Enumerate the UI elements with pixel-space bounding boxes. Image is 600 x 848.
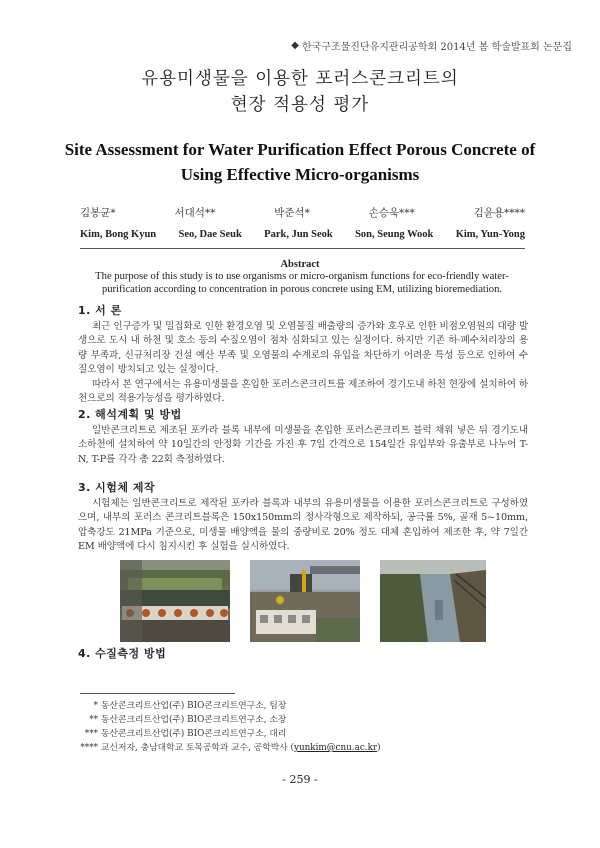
section-1-body (78, 320, 528, 406)
footnote-3-text: 동산콘크리트산업(주) BIO콘크리트연구소, 대리 (101, 729, 287, 739)
section-1-paragraph-2: 따라서 본 연구에서는 유용미생물을 혼입한 포러스콘크리트를 제조하여 경기도내 하천 현장에 설치하여 하천으로의 적용가능성을 평가하였다. (78, 378, 528, 405)
site-photo-2 (250, 560, 360, 642)
english-title-line-2: Using Effective Micro-organisms (180, 165, 420, 184)
author-5-en: Kim, Yun-Yong (455, 229, 525, 240)
site-photo-1 (120, 560, 230, 642)
section-2-paragraph-1: 일반콘크리트로 제조된 포카라 블록 내부에 미생물을 혼입한 포러스콘크리트 블럭 채워 넣은 뒤 경기도내 소하천에 설치하여 약 10일간의 안정화 기간을 가진 후 7일 간격으로 154일간 유입부와 유출부로 나누어 T-N, T-P를 각각 총 22회 측정하였다. (78, 425, 528, 465)
author-block (80, 205, 525, 240)
author-korean-names (80, 205, 525, 220)
footnote-4-mark: **** (80, 743, 98, 753)
author-3-ko: 박준석* (274, 207, 310, 219)
author-2-en: Seo, Dae Seuk (178, 229, 242, 240)
footnote-divider (80, 693, 235, 694)
section-1-paragraph-1: 최근 인구증가 및 밀집화로 인한 환경오염 및 오염물질 배출량의 증가와 호우로 인한 비점오염원의 대량 발생으로 도시 내 하천 및 호소 등의 수질오염이 점차 심화되고 있는 실정이다. 하지만 기존 하·폐수처리장의 용량 부족과, 신규처리장 건설 예산 부족 및 오염물의 수계로의 유입을 차단하기 어려운 특성 등으로 인하여 수질오염이 방치되고 있는 실정이다. (78, 321, 528, 376)
journal-header (291, 38, 572, 53)
footnote-1 (74, 699, 381, 713)
diamond-icon: ◆ (291, 40, 299, 51)
korean-title-line-1: 유용미생물을 이용한 포러스콘크리트의 (141, 69, 459, 89)
section-3-body (78, 497, 528, 555)
english-title-line-1: Site Assessment for Water Purification Effect Porous Concrete of (64, 140, 536, 159)
footnote-1-mark: * (93, 701, 98, 711)
journal-header-text: 한국구조물진단유지관리공학회 2014년 봄 학술발표회 논문집 (301, 42, 572, 53)
footnote-3-mark: *** (84, 729, 98, 739)
footnotes (74, 699, 381, 755)
footnote-4 (74, 741, 381, 755)
footnote-2-text: 동산콘크리트산업(주) BIO콘크리트연구소, 소장 (101, 715, 287, 725)
page-number: - 259 - (282, 773, 318, 786)
author-1-ko: 김봉균* (80, 207, 116, 219)
corresponding-email-link[interactable]: yunkim@cnu.ac.kr (293, 743, 378, 753)
author-4-ko: 손승욱*** (368, 207, 415, 219)
divider (80, 248, 525, 249)
author-4-en: Son, Seung Wook (355, 229, 434, 240)
author-english-names (80, 229, 525, 240)
footnote-1-text: 동산콘크리트산업(주) BIO콘크리트연구소, 팀장 (101, 701, 287, 711)
section-2-heading: 2. 해석계획 및 방법 (78, 408, 182, 421)
author-3-en: Park, Jun Seok (264, 229, 333, 240)
author-5-ko: 김윤용**** (473, 207, 525, 219)
korean-title-line-2: 현장 적용성 평가 (230, 95, 370, 115)
abstract-body: The purpose of this study is to use organisms or micro-organism functions for eco-friendly water-purification according to concentration in porous concrete using EM, utilizing bioremediation. (95, 271, 509, 295)
author-1-en: Kim, Bong Kyun (80, 229, 157, 240)
footnote-2 (74, 713, 381, 727)
footnote-4-close: ) (377, 743, 381, 753)
section-3-paragraph-1: 시험체는 일반콘크리트로 제작된 포카라 블록과 내부의 유용미생물을 이용한 포러스콘크리트로 구성하였으며, 내부의 포러스 콘크리트블록은 150x150mm의 정사각형으로 제작하되, 공극률 5%, 골재 5~10mm, 압축강도 21MPa 기준으로, 미생물 배양액을 물의 중량비로 20% 정도 대체 혼입하여 제조한 후, 약 7일간 EM 배양액에 다시 침지시킨 후 실험을 실시하였다. (78, 498, 528, 553)
footnote-4-text (101, 741, 381, 755)
site-photos (0, 560, 600, 644)
section-1-heading: 1. 서 론 (78, 304, 122, 317)
author-2-ko: 서대석** (174, 207, 216, 219)
site-photo-3 (380, 560, 486, 642)
section-3-heading: 3. 시험체 제작 (78, 481, 156, 494)
footnote-3 (74, 727, 381, 741)
footnote-2-mark: ** (89, 715, 98, 725)
abstract-heading: Abstract (280, 259, 320, 270)
section-4-heading: 4. 수질측정 방법 (78, 647, 167, 660)
section-2-body (78, 424, 528, 467)
footnote-4-affiliation: 교신저자, 충남대학교 토목공학과 교수, 공학박사 ( (101, 743, 294, 753)
